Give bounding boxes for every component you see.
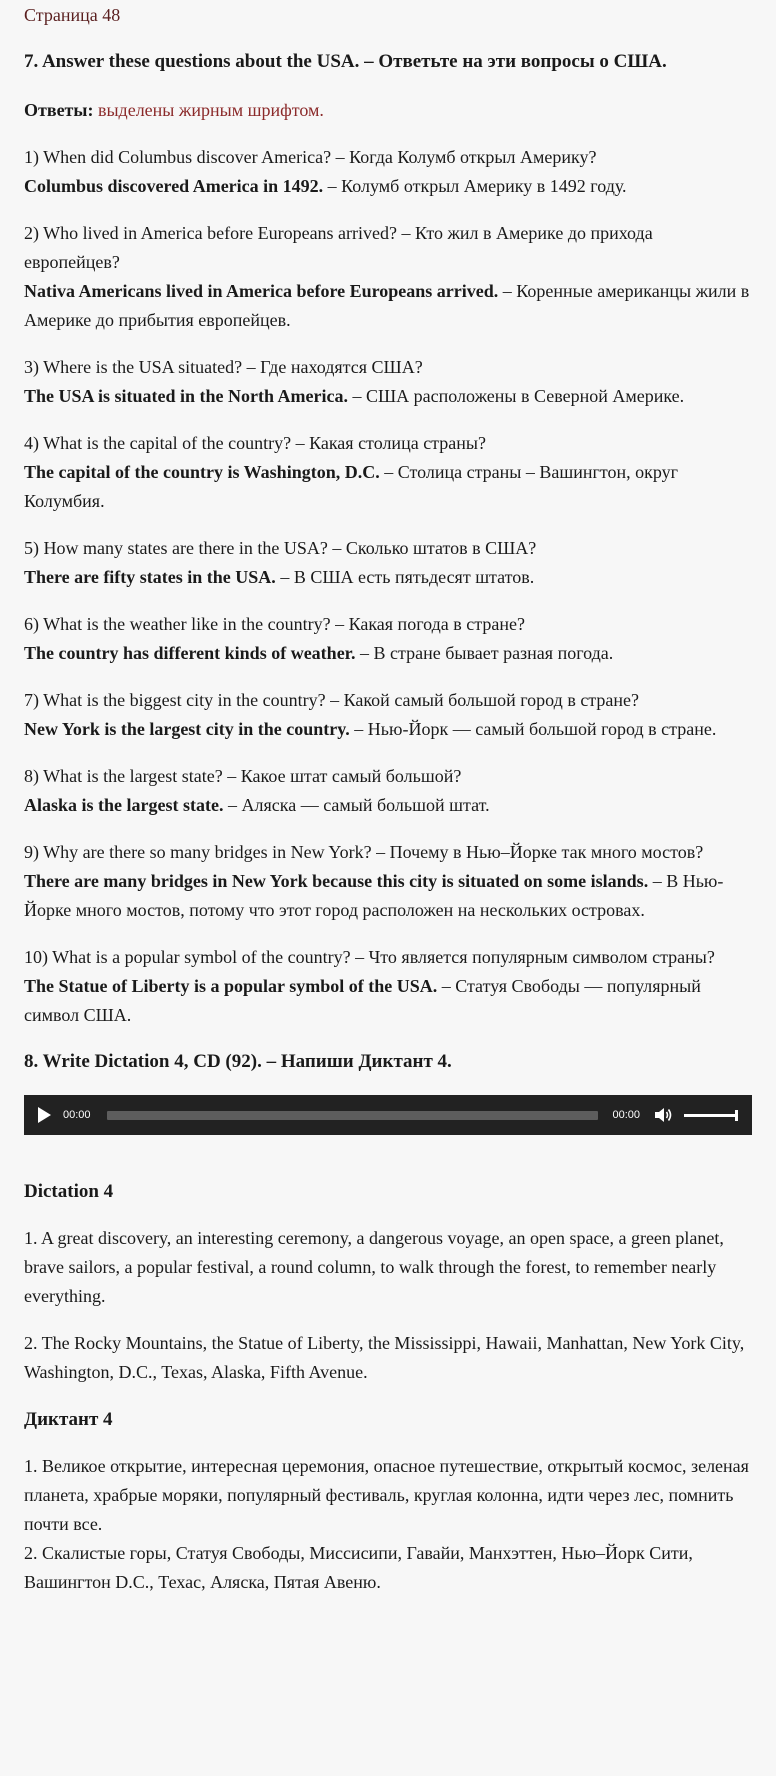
answer-ru: – США расположены в Северной Америке. — [348, 386, 685, 406]
question: 6) What is the weather like in the country? – Какая погода в стране? — [24, 614, 525, 634]
task-8-title: 8. Write Dictation 4, CD (92). – Напиши Диктант 4. — [24, 1051, 452, 1072]
dictation-paragraph-2-ru: 2. Скалистые горы, Статуя Свободы, Миссисипи, Гавайи, Манхэттен, Нью–Йорк Сити, Вашингтон D.C., Техас, Аляска, Пятая Авеню. — [24, 1543, 693, 1592]
answer-en: Nativa Americans lived in America before Europeans arrived. — [24, 281, 499, 301]
answer-en: New York is the largest city in the country. — [24, 719, 350, 739]
duration-time: 00:00 — [612, 1109, 640, 1121]
answer-ru: – Нью-Йорк — самый большой город в стране. — [349, 719, 717, 739]
question: 3) Where is the USA situated? – Где находятся США? — [24, 357, 423, 377]
answer — [24, 867, 752, 925]
qa-item-10 — [24, 943, 752, 1030]
answer-en: The Statue of Liberty is a popular symbol of the USA. — [24, 976, 438, 996]
page-number-label: Страница 48 — [24, 5, 121, 25]
qa-item-4 — [24, 429, 752, 516]
qa-item-1 — [24, 143, 752, 201]
question: 7) What is the biggest city in the country? – Какой самый большой город в стране? — [24, 690, 639, 710]
answers-note-text: выделены жирным шрифтом. — [93, 100, 324, 120]
question: 1) When did Columbus discover America? – Когда Колумб открыл Америку? — [24, 147, 597, 167]
volume-icon[interactable] — [654, 1106, 674, 1124]
question: 10) What is a popular symbol of the country? – Что является популярным символом страны? — [24, 947, 715, 967]
dictation-title-en: Dictation 4 — [24, 1181, 114, 1202]
answer-en: The USA is situated in the North America. — [24, 386, 348, 406]
play-icon[interactable] — [38, 1107, 51, 1123]
volume-slider[interactable] — [684, 1114, 736, 1117]
dictation-title-ru: Диктант 4 — [24, 1409, 113, 1430]
answer — [24, 715, 752, 744]
qa-item-6 — [24, 610, 752, 668]
task-7-title: 7. Answer these questions about the USA. – Ответьте на эти вопросы о США. — [24, 51, 667, 72]
answer-ru: – Колумб открыл Америку в 1492 году. — [323, 176, 627, 196]
answer-ru: – Столица страны – Вашингтон, округ Колумбия. — [24, 462, 679, 511]
qa-item-5 — [24, 534, 752, 592]
answer-ru: – В Нью-Йорке много мостов, потому что этот город расположен на нескольких островах. — [24, 871, 724, 920]
qa-item-9 — [24, 838, 752, 925]
answer — [24, 563, 752, 592]
qa-item-3 — [24, 353, 752, 411]
answer — [24, 172, 752, 201]
answer — [24, 458, 752, 516]
audio-player — [24, 1095, 752, 1135]
answer-ru: – Аляска — самый большой штат. — [223, 795, 490, 815]
qa-item-7 — [24, 686, 752, 744]
qa-item-2 — [24, 219, 752, 335]
answer-ru: – В стране бывает разная погода. — [355, 643, 614, 663]
answer-ru: – В США есть пятьдесят штатов. — [275, 567, 535, 587]
answer — [24, 972, 752, 1030]
question: 4) What is the capital of the country? – Какая столица страны? — [24, 433, 486, 453]
answer-en: The country has different kinds of weather. — [24, 643, 356, 663]
progress-track[interactable] — [107, 1111, 599, 1120]
answers-label: Ответы: — [24, 100, 94, 120]
answer-ru: – Статуя Свободы — популярный символ США. — [24, 976, 701, 1025]
question: 5) How many states are there in the USA? – Сколько штатов в США? — [24, 538, 537, 558]
dictation-paragraph-1-ru: 1. Великое открытие, интересная церемония, опасное путешествие, открытый космос, зеленая планета, храбрые моряки, популярный фестиваль, круглая колонна, идти через лес, помнить почти все. — [24, 1456, 749, 1534]
question: 8) What is the largest state? – Какое штат самый большой? — [24, 766, 462, 786]
current-time: 00:00 — [63, 1109, 91, 1121]
answers-note — [24, 96, 752, 125]
answer-en: There are many bridges in New York because this city is situated on some islands. — [24, 871, 649, 891]
answer-en: There are fifty states in the USA. — [24, 567, 276, 587]
answer — [24, 639, 752, 668]
dictation-paragraph-2-en: 2. The Rocky Mountains, the Statue of Liberty, the Mississippi, Hawaii, Manhattan, New York City, Washington, D.C., Texas, Alaska, Fifth Avenue. — [24, 1333, 745, 1382]
answer-ru: – Коренные американцы жили в Америке до прибытия европейцев. — [24, 281, 750, 330]
question: 9) Why are there so many bridges in New York? – Почему в Нью–Йорке так много мостов? — [24, 842, 704, 862]
answer — [24, 382, 752, 411]
answer-en: Columbus discovered America in 1492. — [24, 176, 324, 196]
question: 2) Who lived in America before Europeans arrived? – Кто жил в Америке до прихода европейцев? — [24, 223, 653, 272]
qa-item-8 — [24, 762, 752, 820]
dictation-paragraph-1-en: 1. A great discovery, an interesting ceremony, a dangerous voyage, an open space, a green planet, brave sailors, a popular festival, a round column, to walk through the forest, to remember nearly everything. — [24, 1228, 724, 1306]
answer-en: Alaska is the largest state. — [24, 795, 224, 815]
answer-en: The capital of the country is Washington, D.C. — [24, 462, 380, 482]
answer — [24, 791, 752, 820]
answer — [24, 277, 752, 335]
